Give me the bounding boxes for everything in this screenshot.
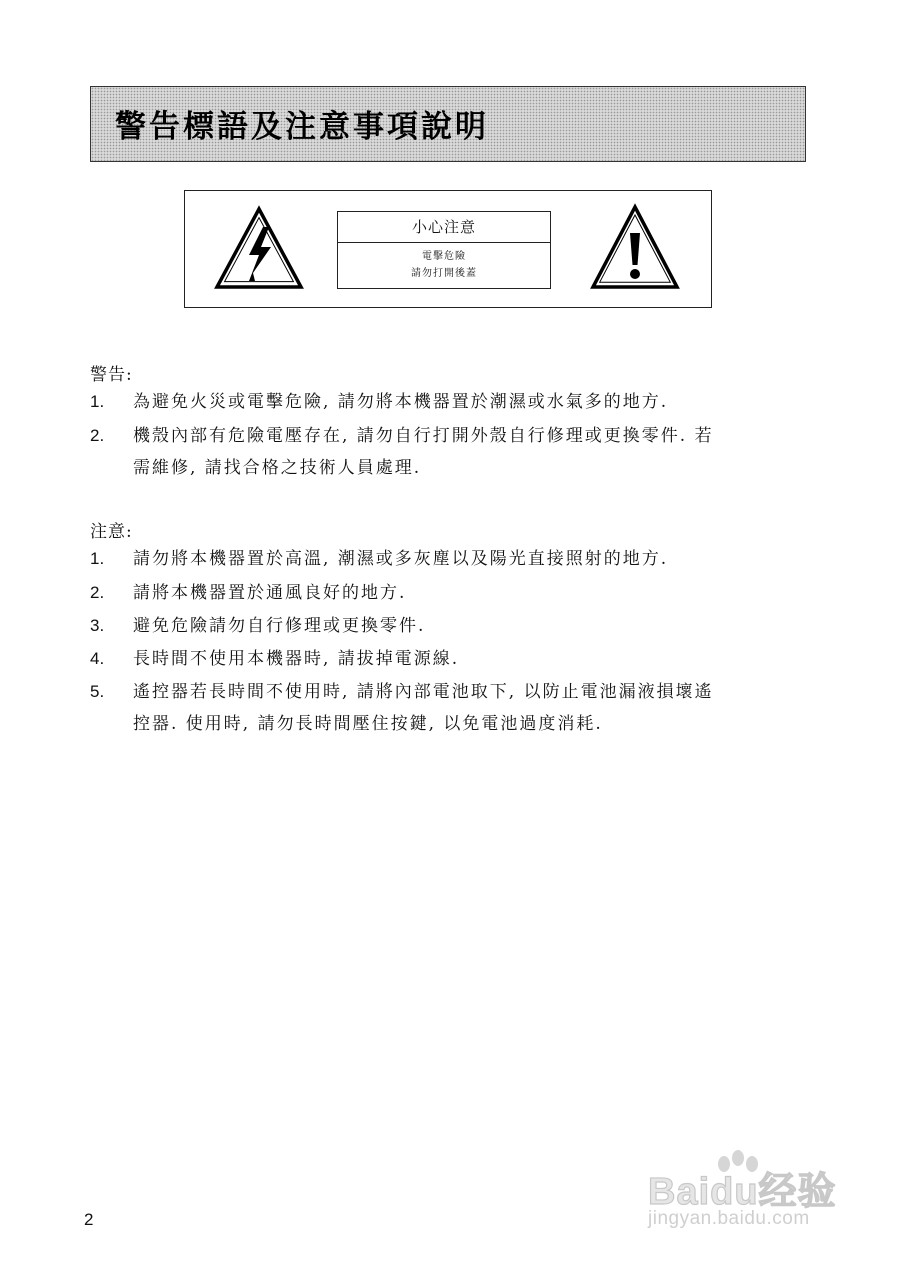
page-title: 警告標語及注意事項說明 xyxy=(115,109,489,145)
watermark-url: jingyan.baidu.com xyxy=(648,1208,810,1229)
item-number: 1. xyxy=(90,392,105,411)
caution-item xyxy=(90,610,810,642)
item-number: 3. xyxy=(90,616,105,635)
item-number: 2. xyxy=(90,583,105,602)
item-number: 5. xyxy=(90,682,105,701)
caution-item xyxy=(90,676,810,740)
item-text-cont: 需維修, 請找合格之技術人員處理. xyxy=(133,458,422,478)
item-text: 長時間不使用本機器時, 請拔掉電源線. xyxy=(133,649,460,669)
warning-item xyxy=(90,386,810,418)
caution-line-shock: 電擊危險 xyxy=(422,251,466,262)
item-text: 機殼內部有危險電壓存在, 請勿自行打開外殼自行修理或更換零件. 若 xyxy=(133,426,714,446)
caution-heading: 小心注意 xyxy=(338,212,550,243)
item-text: 避免危險請勿自行修理或更換零件. xyxy=(133,616,426,636)
caution-panel xyxy=(184,190,712,308)
watermark-brand: Baidu经验 xyxy=(648,1171,837,1213)
caution-item xyxy=(90,577,810,609)
item-number: 1. xyxy=(90,549,105,568)
exclamation-warning-icon xyxy=(589,203,681,291)
page-number: 2 xyxy=(84,1210,94,1229)
warning-item xyxy=(90,420,810,484)
item-text: 遙控器若長時間不使用時, 請將內部電池取下, 以防止電池漏液損壞遙 xyxy=(133,682,714,702)
lightning-warning-icon xyxy=(213,205,305,291)
item-text-cont: 控器. 使用時, 請勿長時間壓住按鍵, 以免電池過度消耗. xyxy=(133,714,603,734)
title-banner xyxy=(90,86,806,162)
item-number: 2. xyxy=(90,426,105,445)
caution-item xyxy=(90,543,810,575)
item-text: 請將本機器置於通風良好的地方. xyxy=(133,583,407,603)
caution-heading-section: 注意: xyxy=(90,522,133,542)
baidu-watermark xyxy=(648,1150,848,1240)
caution-item xyxy=(90,643,810,675)
item-number: 4. xyxy=(90,649,105,668)
item-text: 請勿將本機器置於高溫, 潮濕或多灰塵以及陽光直接照射的地方. xyxy=(133,549,669,569)
caution-line-cover: 請勿打開後蓋 xyxy=(411,268,477,279)
caution-label xyxy=(337,211,551,289)
warning-heading: 警告: xyxy=(90,365,133,385)
item-text: 為避免火災或電擊危險, 請勿將本機器置於潮濕或水氣多的地方. xyxy=(133,392,669,412)
